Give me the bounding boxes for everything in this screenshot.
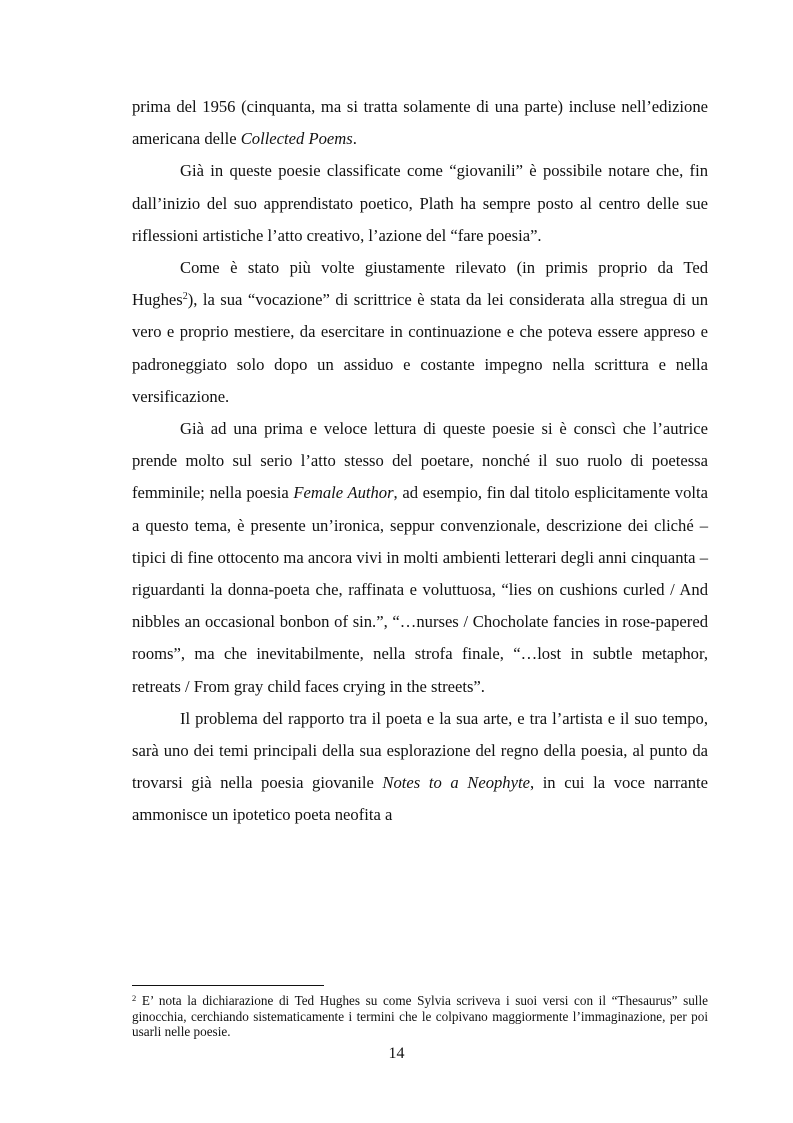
footnote-reference[interactable]: 2	[182, 291, 188, 303]
paragraph-3: Come è stato più volte giustamente rilevato (in primis proprio da Ted Hughes$^2$), la sua “vocazione” di scrittrice è stata da lei considerata alla stregua di un vero e proprio mestiere, da esercitare in continuazione e che poteva essere appreso e padroneggiato solo dopo un assiduo e costante impegno nella scrittura e nella versificazione.	[132, 258, 708, 406]
main-text	[132, 91, 708, 832]
footnote-text: E’ nota la dichiarazione di Ted Hughes su come Sylvia scriveva i suoi versi con il “Thesaurus” sulle ginocchia, cerchiando sistematicamente i termini che le colpivano maggiormente l’immaginazione, per poi usarli nelle poesie.	[132, 993, 708, 1040]
paragraph-1: prima del 1956 (cinquanta, ma si tratta solamente di una parte) incluse nell’edizione americana delle Collected Poems.	[132, 97, 708, 149]
footnote-number: 2	[132, 993, 137, 1003]
title-female-author: Female Author	[293, 483, 394, 503]
title-notes-to-a-neophyte: Notes to a Neophyte	[382, 773, 530, 793]
footnote-separator	[132, 985, 324, 986]
paragraph-4: Già ad una prima e veloce lettura di queste poesie si è conscì che l’autrice prende molto sul serio l’atto stesso del poetare, nonché il suo ruolo di poetessa femminile; nella poesia Female Author, ad esempio, fin dal titolo esplicitamente volta a questo tema, è presente un’ironica, seppur convenzionale, descrizione dei cliché – tipici di fine ottocento ma ancora vivi in molti ambienti letterari degli anni cinquanta – riguardanti la donna-poeta che, raffinata e voluttuosa, “lies on cushions curled / And nibbles an occasional bonbon of sin.”, “…nurses / Chocholate fancies in rose-papered rooms”, ma che inevitabilmente, nella strofa finale, “…lost in subtle metaphor, retreats / From gray child faces crying in the streets”.	[132, 419, 708, 696]
title-collected-poems: Collected Poems	[240, 129, 353, 149]
page-number: 14	[388, 1045, 405, 1062]
paragraph-2: Già in queste poesie classificate come “giovanili” è possibile notare che, fin dall’inizio del suo apprendistato poetico, Plath ha sempre posto al centro delle sue riflessioni artistiche l’atto creativo, l’azione del “fare poesia”.	[132, 161, 708, 245]
footnote	[132, 993, 708, 1040]
paragraph-5: Il problema del rapporto tra il poeta e la sua arte, e tra l’artista e il suo tempo, sarà uno dei temi principali della sua esplorazione del regno della poesia, al punto da trovarsi già nella poesia giovanile Notes to a Neophyte, in cui la voce narrante ammonisce un ipotetico poeta neofita a	[132, 708, 708, 825]
